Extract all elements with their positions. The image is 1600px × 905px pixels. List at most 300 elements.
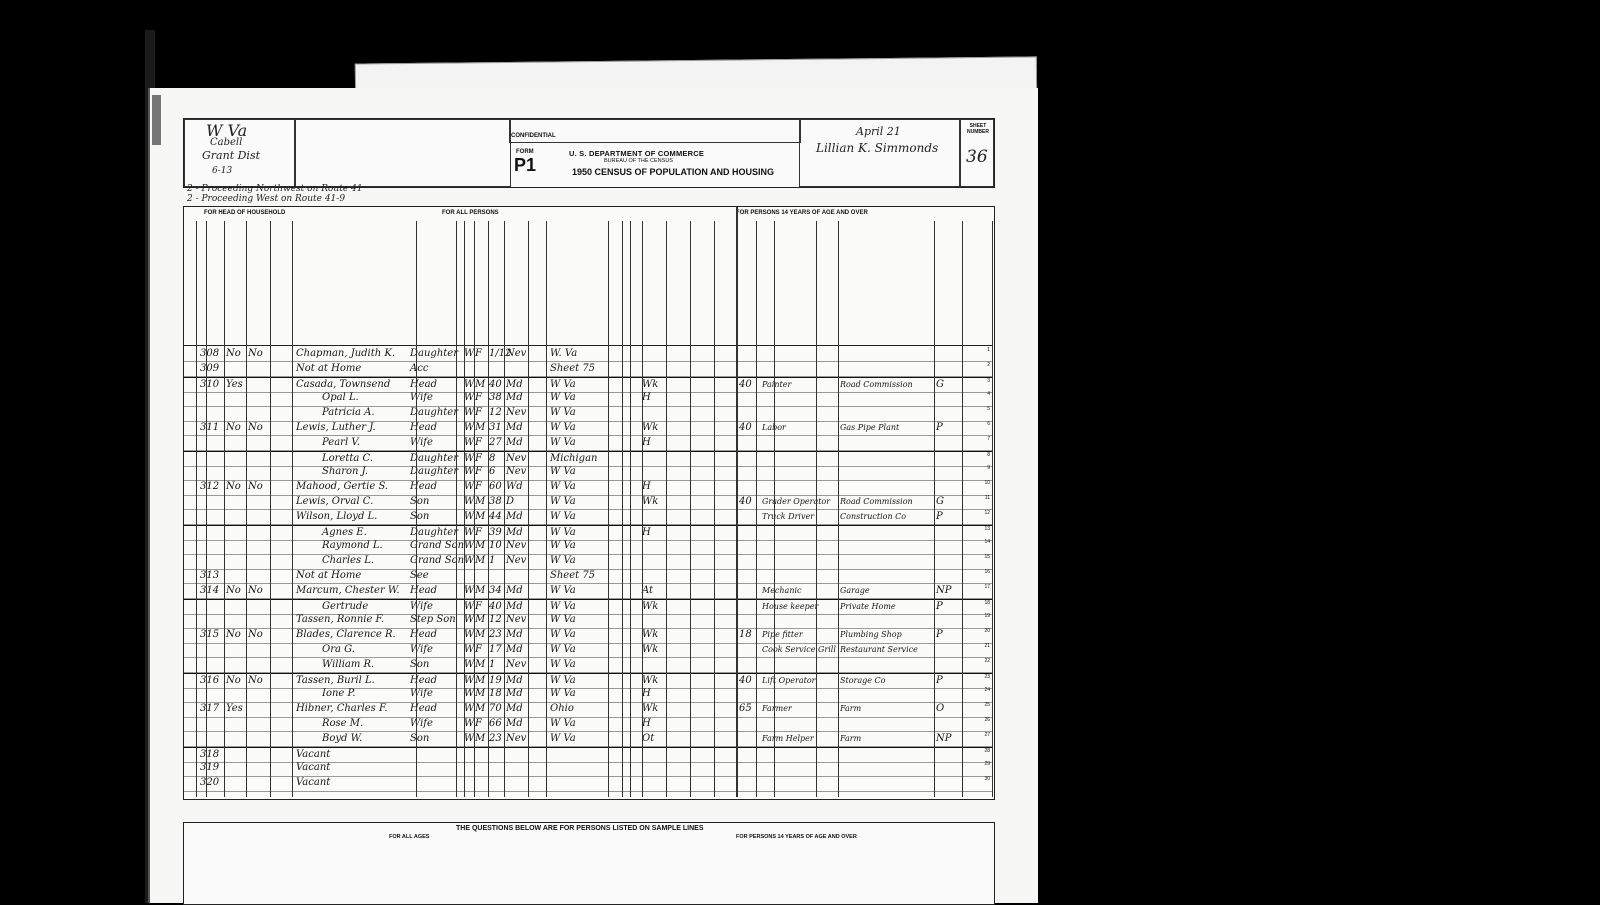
cell-sex: M: [475, 658, 486, 670]
cell-dwell: 315: [200, 629, 220, 641]
cell-rel: Wife: [410, 436, 433, 448]
cell-dwell: 314: [200, 584, 220, 596]
cell-bp: W Va: [550, 510, 576, 522]
table-row: [184, 362, 992, 377]
column-header-rule: [184, 345, 992, 346]
line-number: 10: [984, 480, 990, 487]
table-row: [184, 539, 992, 554]
line-number: 14: [984, 539, 990, 546]
cell-race: W: [464, 378, 475, 390]
column-rule: [774, 221, 775, 797]
cell-race: W: [464, 540, 475, 552]
column-rule: [504, 221, 505, 797]
cell-name: Loretta C.: [322, 452, 374, 464]
cell-rel: Grand Son: [410, 540, 465, 552]
cell-farm: No: [226, 629, 241, 641]
cell-ind: Plumbing Shop: [840, 630, 902, 640]
cell-name: Casada, Townsend: [296, 378, 391, 390]
table-row: [184, 613, 992, 628]
cell-farm: No: [226, 584, 241, 596]
cell-dwell: 309: [200, 362, 220, 374]
column-rule: [736, 207, 738, 797]
table-row: [184, 391, 992, 406]
enum-date-value: April 21: [856, 125, 901, 138]
cell-bp: W Va: [550, 392, 576, 404]
cell-name: Tassen, Ronnie F.: [296, 614, 385, 626]
cell-hrs: 18: [739, 629, 752, 641]
cell-name: Chapman, Judith K.: [296, 348, 396, 359]
cell-ms: Md: [506, 600, 523, 612]
cell-sex: M: [475, 496, 486, 507]
cell-ms: Nev: [506, 540, 527, 552]
cell-lab: At: [642, 584, 654, 596]
cell-bp: W Va: [550, 688, 576, 700]
cell-age: 23: [489, 732, 502, 744]
cell-name: Ione P.: [322, 688, 356, 700]
cell-bp: W Va: [550, 496, 576, 507]
cell-race: W: [464, 555, 475, 567]
cell-occ: House keeper: [762, 601, 819, 611]
cell-race: W: [464, 452, 475, 464]
direction-1: 2 - Proceeding Northwest on Route 41: [187, 184, 363, 194]
cell-age: 44: [489, 510, 502, 522]
cell-name: Gertrude: [322, 600, 369, 612]
directions: [183, 186, 993, 206]
cell-rel: Step Son: [410, 614, 456, 626]
cell-occ: Pipe fitter: [762, 630, 803, 640]
cell-rel: Wife: [410, 688, 433, 700]
cell-ms: Nev: [506, 614, 527, 626]
cell-name: Wilson, Lloyd L.: [296, 510, 378, 522]
cell-sex: M: [475, 703, 486, 715]
cell-bp: W Va: [550, 407, 576, 419]
column-rule: [456, 221, 457, 797]
cell-dwell: 317: [200, 703, 220, 715]
table-row: [184, 495, 992, 510]
cell-bp: W. Va: [550, 348, 578, 359]
cell-name: Vacant: [296, 777, 331, 789]
cell-age: 31: [489, 422, 502, 433]
cell-cls: P: [936, 600, 943, 612]
cell-age: 34: [489, 584, 502, 596]
cell-rel: Daughter: [410, 348, 458, 359]
line-number: 8: [987, 451, 990, 458]
line-number: 9: [987, 465, 990, 472]
state-value: W Va: [206, 121, 248, 140]
line-number: 30: [984, 776, 990, 783]
table-row: [184, 436, 992, 451]
ed-value: 6-13: [212, 166, 233, 176]
column-rule: [528, 221, 529, 797]
cell-sex: M: [475, 378, 486, 390]
cell-lab: H: [642, 436, 651, 448]
cell-bp: W Va: [550, 422, 576, 433]
cell-hrs: 65: [739, 703, 752, 715]
cell-occ: Painter: [762, 379, 792, 389]
cell-age: 6: [489, 466, 496, 478]
cell-name: Raymond L.: [322, 540, 383, 552]
line-number: 12: [984, 509, 990, 516]
cell-name: Not at Home: [296, 362, 362, 374]
cell-sex: M: [475, 422, 486, 433]
cell-ms: Md: [506, 688, 523, 700]
cell-bp: Michigan: [550, 452, 598, 464]
cell-occ: Cook Service Grill: [762, 645, 836, 654]
cell-sex: M: [475, 629, 486, 641]
cell-rel: Wife: [410, 644, 433, 655]
cell-sex: M: [475, 688, 486, 700]
cell-cls: P: [936, 629, 943, 641]
cell-sex: F: [475, 644, 482, 655]
table-row: [184, 569, 992, 584]
cell-ms: Md: [506, 422, 523, 433]
cell-lab: Wk: [642, 600, 659, 612]
cell-sex: F: [475, 600, 482, 612]
cell-cls: G: [936, 378, 944, 390]
confidential-box: [509, 119, 801, 143]
cell-hrs: 40: [739, 378, 752, 390]
cell-race: W: [464, 600, 475, 612]
cell-rel: Grand Son: [410, 555, 465, 567]
sample-all-ages: FOR ALL AGES: [389, 834, 430, 840]
line-number: 3: [987, 377, 990, 384]
cell-lab: Wk: [642, 644, 659, 655]
cell-name: Boyd W.: [322, 732, 363, 744]
cell-rel: See: [410, 570, 429, 581]
cell-cls: NP: [936, 732, 952, 744]
cell-ms: Nev: [506, 466, 527, 478]
cell-bp: W Va: [550, 540, 576, 552]
cell-lab: H: [642, 392, 651, 404]
column-rule: [246, 221, 247, 797]
cell-rel: Wife: [410, 392, 433, 404]
cell-race: W: [464, 718, 475, 729]
cell-race: W: [464, 481, 475, 493]
cell-occ: Farmer: [762, 704, 792, 714]
cell-lab: Wk: [642, 629, 659, 641]
bureau-name: BUREAU OF THE CENSUS: [604, 158, 673, 164]
cell-rel: Daughter: [410, 526, 458, 538]
cell-ms: Md: [506, 378, 523, 390]
table-row: [184, 465, 992, 480]
cell-farm: Yes: [226, 378, 243, 390]
cell-bp: W Va: [550, 644, 576, 655]
cell-lab: H: [642, 688, 651, 700]
census-title: 1950 CENSUS OF POPULATION AND HOUSING: [572, 167, 775, 177]
line-number: 1: [987, 347, 990, 353]
cell-sex: F: [475, 407, 482, 419]
table-row: [184, 554, 992, 569]
cell-acres: No: [248, 584, 263, 596]
cell-ms: Md: [506, 510, 523, 522]
cell-ind: Garage: [840, 585, 870, 595]
column-rule: [474, 221, 475, 797]
cell-age: 60: [489, 481, 502, 493]
cell-name: Vacant: [296, 762, 331, 774]
census-grid: [183, 206, 995, 800]
cell-rel: Daughter: [410, 452, 458, 464]
cell-name: Agnes E.: [322, 526, 367, 538]
cell-ms: D: [506, 496, 515, 507]
cell-sex: F: [475, 481, 482, 493]
column-rule: [488, 221, 489, 797]
cell-bp: Sheet 75: [550, 362, 596, 374]
cell-sex: M: [475, 732, 486, 744]
table-row: [184, 510, 992, 525]
cell-dwell: 310: [200, 378, 220, 390]
line-number: 20: [984, 628, 990, 635]
cell-ms: Md: [506, 526, 523, 538]
cell-age: 40: [489, 378, 502, 390]
cell-age: 18: [489, 688, 502, 700]
cell-race: W: [464, 407, 475, 419]
cell-occ: Farm Helper: [762, 733, 814, 743]
enumerator-value: Lillian K. Simmonds: [816, 141, 939, 155]
cell-name: Ora G.: [322, 644, 355, 655]
cell-name: Marcum, Chester W.: [296, 584, 400, 596]
cell-rel: Head: [410, 703, 438, 715]
cell-age: 66: [489, 718, 502, 729]
section-14-over: FOR PERSONS 14 YEARS OF AGE AND OVER: [736, 210, 868, 216]
cell-dwell: 316: [200, 674, 220, 686]
line-number: 24: [984, 687, 990, 694]
column-rule: [630, 221, 631, 797]
column-rule: [416, 221, 417, 797]
table-row: [184, 643, 992, 658]
cell-ind: Construction Co: [840, 511, 907, 521]
cell-age: 1: [489, 658, 496, 670]
cell-sex: M: [475, 674, 486, 686]
cell-ms: Nev: [506, 732, 527, 744]
column-rule: [292, 221, 293, 797]
cell-ind: Road Commission: [840, 379, 913, 389]
cell-name: Mahood, Gertie S.: [296, 481, 389, 493]
line-number: 26: [984, 717, 990, 723]
table-row: [184, 732, 992, 747]
cell-rel: Daughter: [410, 407, 458, 419]
cell-acres: No: [248, 629, 263, 641]
cell-race: W: [464, 674, 475, 686]
line-number: 28: [984, 747, 990, 754]
cell-race: W: [464, 510, 475, 522]
cell-ms: Md: [506, 584, 523, 596]
form-code: P1: [514, 155, 537, 175]
cell-sex: M: [475, 555, 486, 567]
cell-age: 38: [489, 392, 502, 404]
cell-cls: P: [936, 674, 943, 686]
line-number: 22: [984, 657, 990, 664]
cell-rel: Wife: [410, 718, 433, 729]
cell-lab: Wk: [642, 703, 659, 715]
line-number: 19: [984, 613, 990, 620]
table-row: [184, 702, 992, 717]
cell-bp: W Va: [550, 658, 576, 670]
cell-occ: Grader Operator: [762, 497, 831, 506]
cell-bp: W Va: [550, 378, 576, 390]
table-row: [184, 480, 992, 495]
cell-farm: No: [226, 481, 241, 493]
cell-age: 1: [489, 555, 496, 567]
cell-age: 40: [489, 600, 502, 612]
column-rule: [608, 221, 609, 797]
cell-race: W: [464, 348, 475, 359]
column-rule: [206, 221, 207, 797]
cell-sex: M: [475, 584, 486, 596]
cell-race: W: [464, 614, 475, 626]
cell-lab: H: [642, 718, 651, 729]
cell-dwell: 320: [200, 777, 220, 789]
cell-ms: Nev: [506, 555, 527, 567]
edge-mark: [152, 95, 161, 145]
sample-14-over: FOR PERSONS 14 YEARS OF AGE AND OVER: [736, 834, 857, 840]
cell-ms: Nev: [506, 407, 527, 419]
table-row: [184, 761, 992, 776]
cell-ind: Farm: [840, 704, 862, 714]
table-row: [184, 347, 992, 362]
cell-rel: Son: [410, 510, 430, 522]
column-rule: [642, 221, 643, 797]
cell-lab: H: [642, 481, 651, 493]
cell-bp: W Va: [550, 584, 576, 596]
cell-acres: No: [248, 422, 263, 433]
cell-ms: Wd: [506, 481, 523, 493]
cell-name: Blades, Clarence R.: [296, 629, 396, 641]
cell-race: W: [464, 496, 475, 507]
cell-race: W: [464, 629, 475, 641]
cell-acres: No: [248, 348, 263, 359]
cell-rel: Son: [410, 658, 430, 670]
cell-age: 1/12: [489, 348, 512, 359]
cell-rel: Acc: [410, 362, 429, 374]
cell-race: W: [464, 584, 475, 596]
cell-age: 8: [489, 452, 496, 464]
table-row: [184, 406, 992, 421]
district-value: Grant Dist: [202, 149, 261, 162]
cell-ms: Md: [506, 392, 523, 404]
line-number: 6: [987, 421, 990, 427]
cell-name: Lewis, Orval C.: [296, 496, 374, 507]
cell-sex: F: [475, 436, 482, 448]
cell-rel: Wife: [410, 600, 433, 612]
cell-sex: M: [475, 540, 486, 552]
cell-name: Rose M.: [322, 718, 364, 729]
column-rule: [962, 221, 963, 797]
cell-rel: Head: [410, 584, 438, 596]
table-row: [184, 658, 992, 673]
sample-questions: [183, 822, 995, 905]
column-rule: [690, 221, 691, 797]
table-row: [184, 717, 992, 732]
cell-race: W: [464, 466, 475, 478]
sheet-number-label: SHEET NUMBER: [967, 123, 989, 135]
cell-rel: Head: [410, 629, 438, 641]
column-rule: [714, 221, 715, 797]
cell-ind: Farm: [840, 733, 862, 743]
cell-ms: Md: [506, 674, 523, 686]
column-rule: [196, 221, 197, 797]
cell-farm: No: [226, 674, 241, 686]
cell-acres: No: [248, 674, 263, 686]
cell-bp: W Va: [550, 629, 576, 641]
cell-sex: F: [475, 526, 482, 538]
county-value: Cabell: [210, 137, 243, 148]
line-number: 13: [984, 525, 990, 532]
cell-dwell: 318: [200, 748, 220, 760]
cell-age: 39: [489, 526, 502, 538]
cell-ind: Road Commission: [840, 497, 913, 506]
line-number: 11: [984, 495, 990, 501]
line-number: 23: [984, 673, 990, 680]
cell-age: 12: [489, 614, 502, 626]
line-number: 16: [984, 569, 990, 575]
section-all-persons: FOR ALL PERSONS: [442, 210, 499, 216]
cell-sex: M: [475, 510, 486, 522]
cell-sex: F: [475, 718, 482, 729]
line-number: 18: [984, 599, 990, 606]
cell-race: W: [464, 732, 475, 744]
cell-ind: Gas Pipe Plant: [840, 423, 900, 432]
cell-bp: W Va: [550, 674, 576, 686]
cell-ms: Nev: [506, 658, 527, 670]
cell-name: Patricia A.: [322, 407, 375, 419]
cell-cls: O: [936, 703, 945, 715]
cell-bp: W Va: [550, 555, 576, 567]
cell-age: 12: [489, 407, 502, 419]
cell-dwell: 311: [200, 422, 220, 433]
line-number: 17: [984, 583, 990, 590]
cell-name: William R.: [322, 658, 375, 670]
cell-name: Tassen, Buril L.: [296, 674, 375, 686]
cell-rel: Son: [410, 496, 430, 507]
cell-bp: W Va: [550, 718, 576, 729]
cell-acres: No: [248, 481, 263, 493]
cell-hrs: 40: [739, 422, 752, 433]
cell-sex: F: [475, 466, 482, 478]
cell-farm: Yes: [226, 703, 243, 715]
cell-dwell: 312: [200, 481, 220, 493]
cell-name: Charles L.: [322, 555, 375, 567]
column-rule: [992, 221, 993, 797]
cell-rel: Head: [410, 422, 438, 433]
cell-age: 38: [489, 496, 502, 507]
cell-age: 19: [489, 674, 502, 686]
column-rule: [270, 221, 271, 797]
form-label: FORM: [516, 149, 534, 155]
cell-ind: Private Home: [840, 601, 896, 611]
line-number: 5: [987, 406, 990, 413]
cell-sex: M: [475, 614, 486, 626]
cell-occ: Labor: [762, 423, 786, 432]
line-number: 7: [987, 435, 990, 442]
cell-race: W: [464, 436, 475, 448]
line-number: 29: [984, 761, 990, 768]
cell-lab: Wk: [642, 674, 659, 686]
cell-name: Sharon J.: [322, 466, 369, 478]
cell-age: 27: [489, 436, 502, 448]
cell-age: 10: [489, 540, 502, 552]
cell-bp: W Va: [550, 614, 576, 626]
cell-bp: W Va: [550, 436, 576, 448]
cell-rel: Son: [410, 732, 430, 744]
cell-name: Vacant: [296, 748, 331, 760]
column-rule: [622, 221, 623, 797]
cell-ms: Nev: [506, 452, 527, 464]
cell-rel: Head: [410, 481, 438, 493]
cell-rel: Daughter: [410, 466, 458, 478]
sheet-number-value: 36: [966, 147, 988, 167]
cell-lab: Wk: [642, 422, 659, 433]
column-rule: [224, 221, 225, 797]
